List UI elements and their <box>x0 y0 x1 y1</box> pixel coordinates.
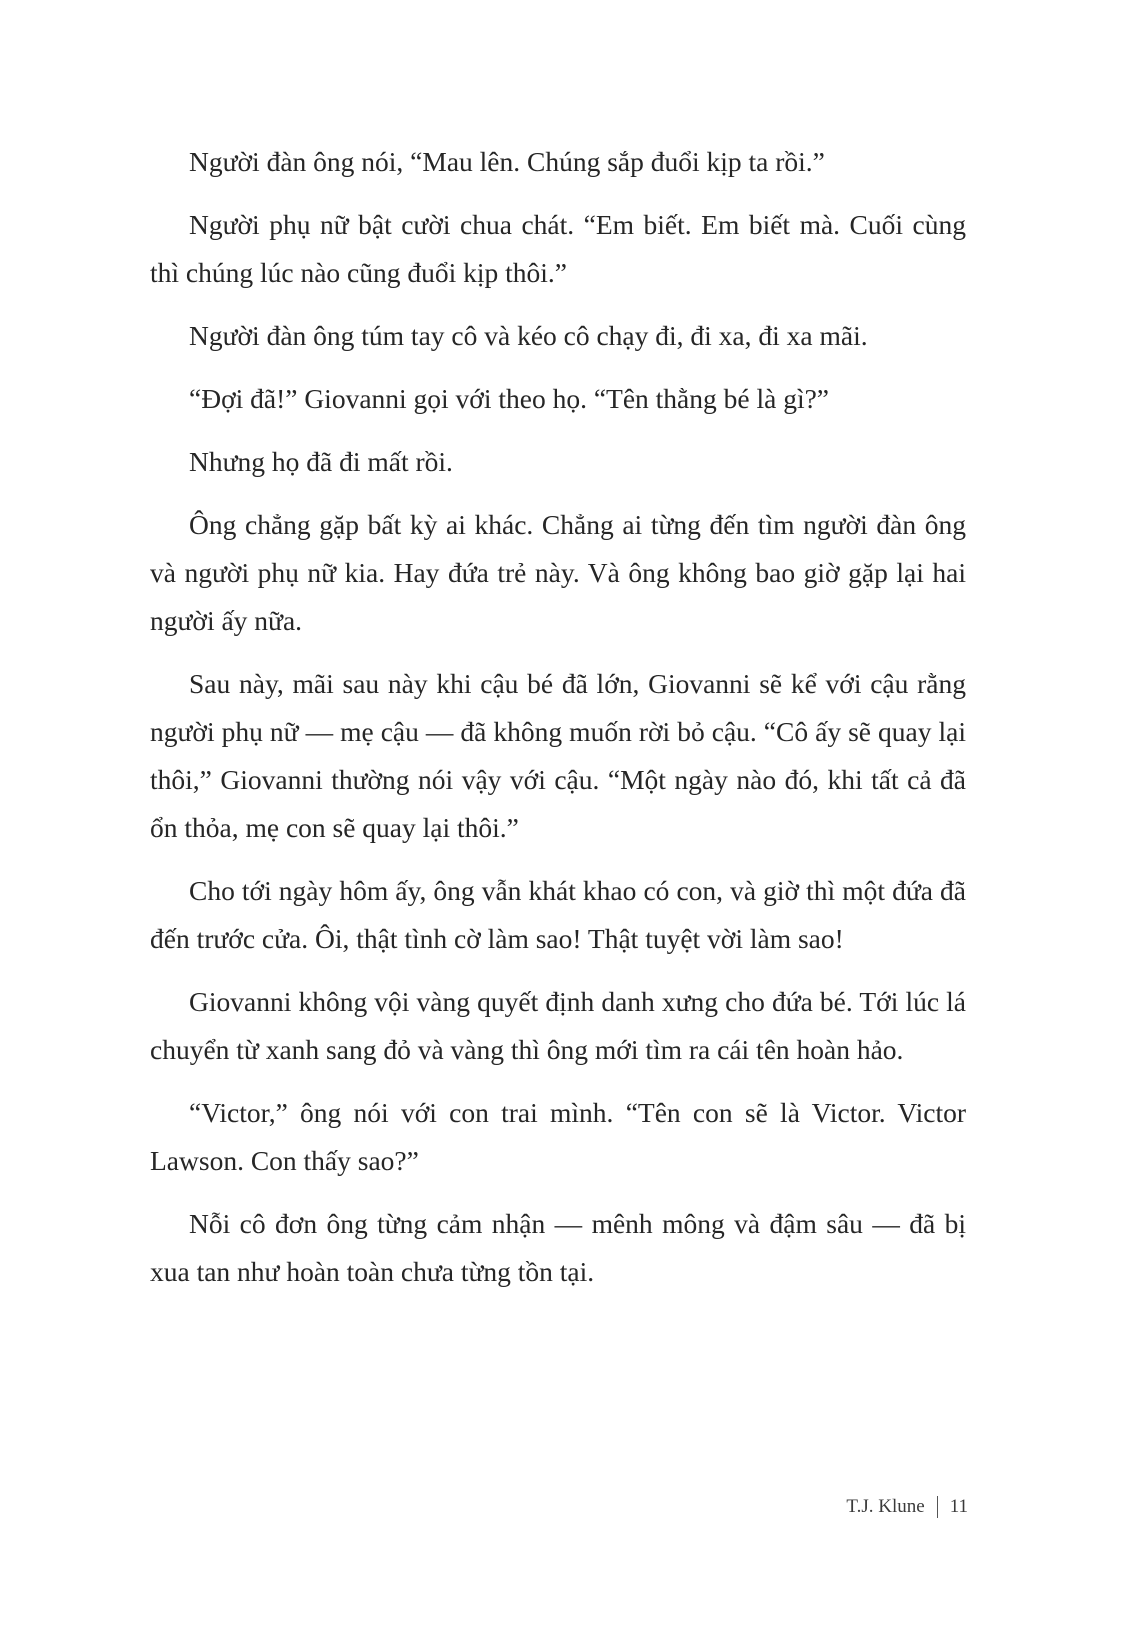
paragraph: Cho tới ngày hôm ấy, ông vẫn khát khao có con, và giờ thì một đứa đã đến trước cửa. Ôi, thật tình cờ làm sao! Thật tuyệt vời làm sao! <box>150 875 966 954</box>
paragraph: “Victor,” ông nói với con trai mình. “Tên con sẽ là Victor. Victor Lawson. Con thấy sao?” <box>150 1097 966 1176</box>
paragraph: Sau này, mãi sau này khi cậu bé đã lớn, Giovanni sẽ kể với cậu rằng người phụ nữ — mẹ cậu — đã không muốn rời bỏ cậu. “Cô ấy sẽ quay lại thôi,” Giovanni thường nói vậy với cậu. “Một ngày nào đó, khi tất cả đã ổn thỏa, mẹ con sẽ quay lại thôi.” <box>150 668 966 843</box>
paragraph: Người đàn ông nói, “Mau lên. Chúng sắp đuổi kịp ta rồi.” <box>189 146 825 177</box>
page-footer <box>826 1496 968 1518</box>
footer-divider <box>937 1496 938 1518</box>
page-number: 11 <box>949 1496 968 1517</box>
paragraph: Người phụ nữ bật cười chua chát. “Em biết. Em biết mà. Cuối cùng thì chúng lúc nào cũng đuổi kịp thôi.” <box>150 209 966 288</box>
paragraph: “Đợi đã!” Giovanni gọi với theo họ. “Tên thằng bé là gì?” <box>189 383 829 414</box>
paragraph: Ông chẳng gặp bất kỳ ai khác. Chẳng ai từng đến tìm người đàn ông và người phụ nữ kia. Hay đứa trẻ này. Và ông không bao giờ gặp lại hai người ấy nữa. <box>150 509 966 636</box>
author-name: T.J. Klune <box>846 1496 925 1517</box>
paragraph: Nỗi cô đơn ông từng cảm nhận — mênh mông và đậm sâu — đã bị xua tan như hoàn toàn chưa từng tồn tại. <box>150 1208 966 1287</box>
paragraph: Người đàn ông túm tay cô và kéo cô chạy đi, đi xa, đi xa mãi. <box>189 320 868 351</box>
body-text <box>150 138 966 1311</box>
paragraph: Nhưng họ đã đi mất rồi. <box>189 446 453 477</box>
paragraph: Giovanni không vội vàng quyết định danh xưng cho đứa bé. Tới lúc lá chuyển từ xanh sang đỏ và vàng thì ông mới tìm ra cái tên hoàn hảo. <box>150 986 966 1065</box>
